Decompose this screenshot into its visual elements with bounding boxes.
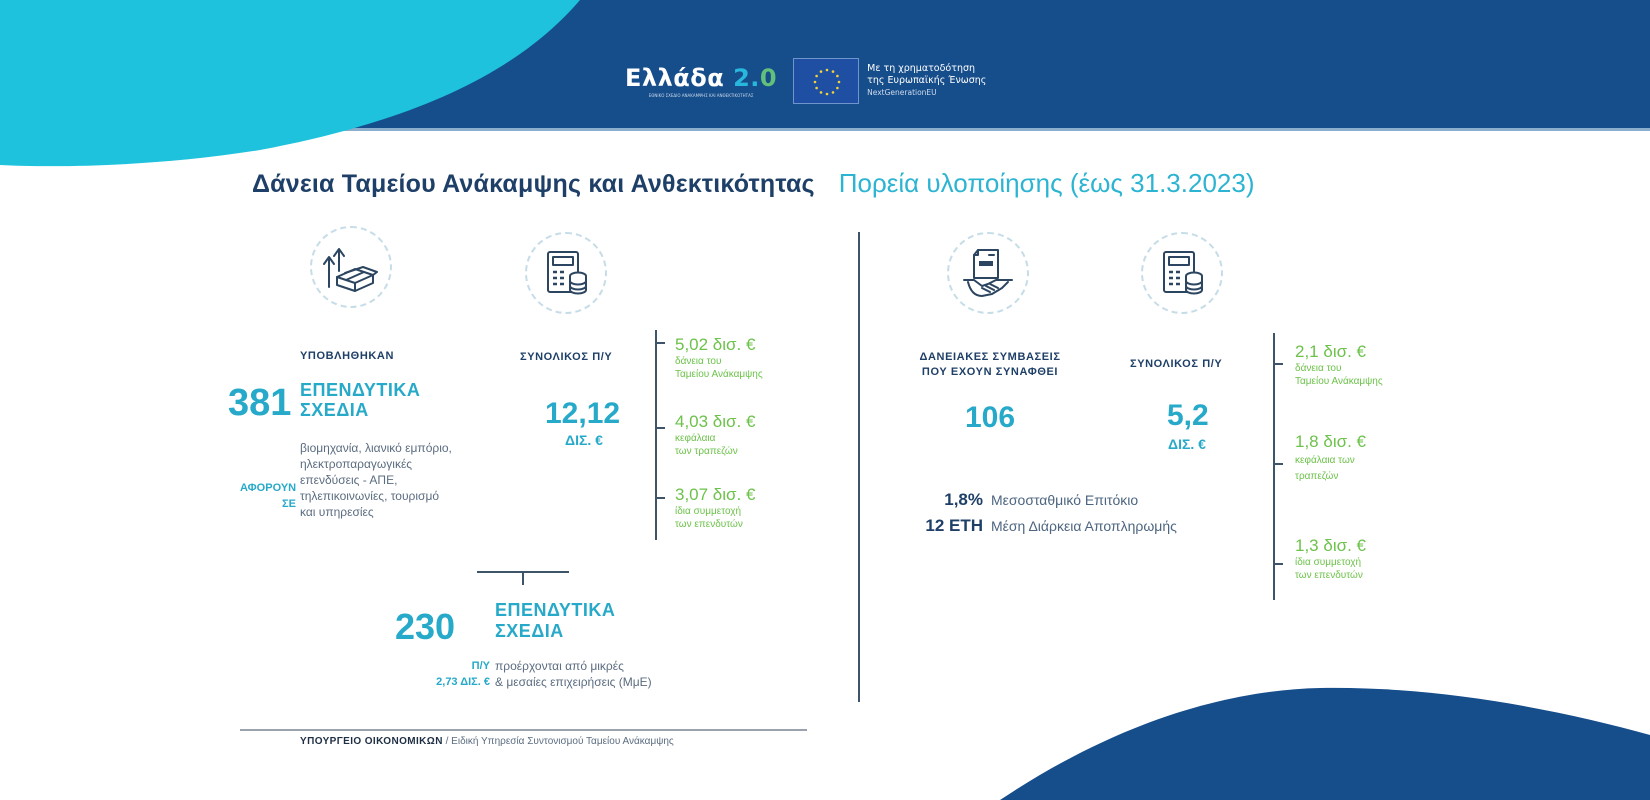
eu-line-2: της Ευρωπαϊκής Ένωσης <box>867 75 987 86</box>
left-breakdown-item <box>675 335 763 381</box>
right-breakdown-tick <box>1273 463 1283 465</box>
calculator-coins-icon <box>1141 232 1223 314</box>
page-subtitle: Πορεία υλοποίησης (έως 31.3.2023) <box>838 168 1255 198</box>
breakdown-desc: Ταμείου Ανάκαμψης <box>675 369 763 380</box>
right-breakdown-line <box>1273 333 1275 600</box>
breakdown-value: 3,07 δισ. € <box>675 485 756 504</box>
brand-version-dot: . <box>750 63 760 92</box>
stat-row <box>880 490 1177 516</box>
breakdown-desc: δάνεια του <box>675 356 722 367</box>
sme-budget <box>370 658 490 690</box>
right-breakdown-item <box>1295 342 1383 388</box>
contracts-caption-line-1: ΔΑΝΕΙΑΚΕΣ ΣΥΜΒΑΣΕΙΣ <box>919 351 1061 363</box>
breakdown-desc: Ταμείου Ανάκαμψης <box>1295 376 1383 387</box>
eu-line-1: Με τη χρηματοδότηση <box>867 63 976 74</box>
breakdown-desc: κεφάλαια <box>675 433 716 444</box>
sme-label-line-2: ΣΧΕΔΙΑ <box>495 621 564 641</box>
sme-label-line-1: ΕΠΕΝΔΥΤΙΚΑ <box>495 600 616 620</box>
eu-funding-text <box>867 63 986 99</box>
sme-budget-value: 2,73 ΔΙΣ. € <box>436 676 490 688</box>
right-budget-unit: ΔΙΣ. € <box>1168 436 1206 452</box>
eu-line-3: NextGenerationEU <box>867 88 937 97</box>
contracts-caption-line-2: ΠΟΥ ΕΧΟΥΝ ΣΥΝΑΦΘΕΙ <box>921 366 1059 378</box>
sme-desc-line: & μεσαίες επιχειρήσεις (ΜμΕ) <box>495 675 652 689</box>
right-breakdown-tick <box>1273 363 1283 365</box>
left-budget-unit: ΔΙΣ. € <box>565 432 603 448</box>
breakdown-value: 5,02 δισ. € <box>675 335 756 354</box>
stat-value: 1,8% <box>944 490 983 509</box>
contracts-caption <box>900 350 1080 380</box>
left-breakdown-line <box>655 330 657 540</box>
eu-flag-icon <box>793 58 859 104</box>
sector-line: τηλεπικοινωνίες, τουρισμό <box>300 489 440 503</box>
breakdown-desc: ίδια συμμετοχή <box>675 506 742 517</box>
brand-name: Ελλάδα <box>625 63 725 92</box>
page-title-row <box>252 168 1255 199</box>
sme-description <box>495 658 652 690</box>
left-budget-caption: ΣΥΝΟΛΙΚΟΣ Π/Υ <box>520 351 613 363</box>
right-budget-value: 5,2 <box>1167 399 1209 432</box>
left-breakdown-tick <box>655 342 665 344</box>
breakdown-desc: ίδια συμμετοχή <box>1295 557 1362 568</box>
stat-label: Μέση Διάρκεια Αποπληρωμής <box>991 518 1177 534</box>
sector-line: και υπηρεσίες <box>300 505 374 519</box>
right-breakdown-tick <box>1273 563 1283 565</box>
brand-version-minor: 0 <box>759 63 778 92</box>
center-divider <box>858 232 860 702</box>
sectors-list <box>300 440 452 520</box>
breakdown-desc: τραπεζών <box>1295 471 1339 482</box>
breakdown-desc: κεφάλαια των <box>1295 455 1355 466</box>
loan-stats <box>880 490 1177 542</box>
breakdown-value: 4,03 δισ. € <box>675 412 756 431</box>
brand-version-major: 2 <box>733 63 751 92</box>
right-breakdown-item <box>1295 432 1366 483</box>
submitted-label <box>300 380 420 420</box>
footer-separator: / <box>442 736 452 747</box>
left-breakdown-tick <box>655 427 665 429</box>
breakdown-value: 2,1 δισ. € <box>1295 342 1366 361</box>
footer-agency: Ειδική Υπηρεσία Συντονισμού Ταμείου Ανάκαμψης <box>451 736 674 747</box>
breakdown-desc: των επενδυτών <box>675 519 743 530</box>
header-logos <box>625 56 986 106</box>
left-breakdown-item <box>675 485 755 531</box>
breakdown-desc: των επενδυτών <box>1295 570 1363 581</box>
calculator-coins-icon <box>525 232 607 314</box>
sector-line: επενδύσεις - ΑΠΕ, <box>300 473 398 487</box>
breakdown-desc: δάνεια του <box>1295 363 1342 374</box>
footer-credit <box>300 736 674 747</box>
sme-count: 230 <box>395 606 456 647</box>
sme-connector-stem <box>522 571 524 585</box>
submitted-label-line-1: ΕΠΕΝΔΥΤΙΚΑ <box>300 380 421 400</box>
sector-line: βιομηχανία, λιανικό εμπόριο, <box>300 441 452 455</box>
right-budget-caption: ΣΥΝΟΛΙΚΟΣ Π/Υ <box>1130 358 1223 370</box>
concern-line-2: ΣΕ <box>282 498 296 510</box>
sme-desc-line: προέρχονται από μικρές <box>495 659 624 673</box>
sme-budget-caption: Π/Υ <box>471 660 490 672</box>
stat-row <box>880 516 1177 542</box>
concern-caption <box>240 480 296 512</box>
submitted-caption: ΥΠΟΒΛΗΘΗΚΑΝ <box>300 350 394 362</box>
contract-handshake-icon <box>947 232 1029 314</box>
submitted-count: 381 <box>228 382 292 424</box>
left-breakdown-tick <box>655 497 665 499</box>
breakdown-desc: των τραπεζών <box>675 446 738 457</box>
stat-value: 12 ΕΤΗ <box>925 516 983 535</box>
footer-ministry: ΥΠΟΥΡΓΕΙΟ ΟΙΚΟΝΟΜΙΚΩΝ <box>300 736 443 747</box>
right-breakdown-item <box>1295 536 1366 582</box>
money-growth-icon <box>310 226 392 308</box>
brand-subtitle: ΕΘΝΙΚΟ ΣΧΕΔΙΟ ΑΝΑΚΑΜΨΗΣ ΚΑΙ ΑΝΘΕΚΤΙΚΟΤΗΤΑΣ <box>648 92 754 98</box>
sector-line: ηλεκτροπαραγωγικές <box>300 457 413 471</box>
left-budget-value: 12,12 <box>545 397 621 430</box>
submitted-label-line-2: ΣΧΕΔΙΑ <box>300 400 369 420</box>
footer-divider <box>240 729 807 731</box>
breakdown-value: 1,3 δισ. € <box>1295 536 1366 555</box>
left-breakdown-item <box>675 412 755 458</box>
stat-label: Μεσοσταθμικό Επιτόκιο <box>991 492 1139 508</box>
ellada-2-0-logo <box>625 65 777 98</box>
contracts-count: 106 <box>965 401 1016 434</box>
page-title: Δάνεια Ταμείου Ανάκαμψης και Ανθεκτικότητας <box>252 170 815 198</box>
concern-line-1: ΑΦΟΡΟΥΝ <box>240 482 297 494</box>
breakdown-value: 1,8 δισ. € <box>1295 432 1366 451</box>
sme-label <box>495 600 615 642</box>
